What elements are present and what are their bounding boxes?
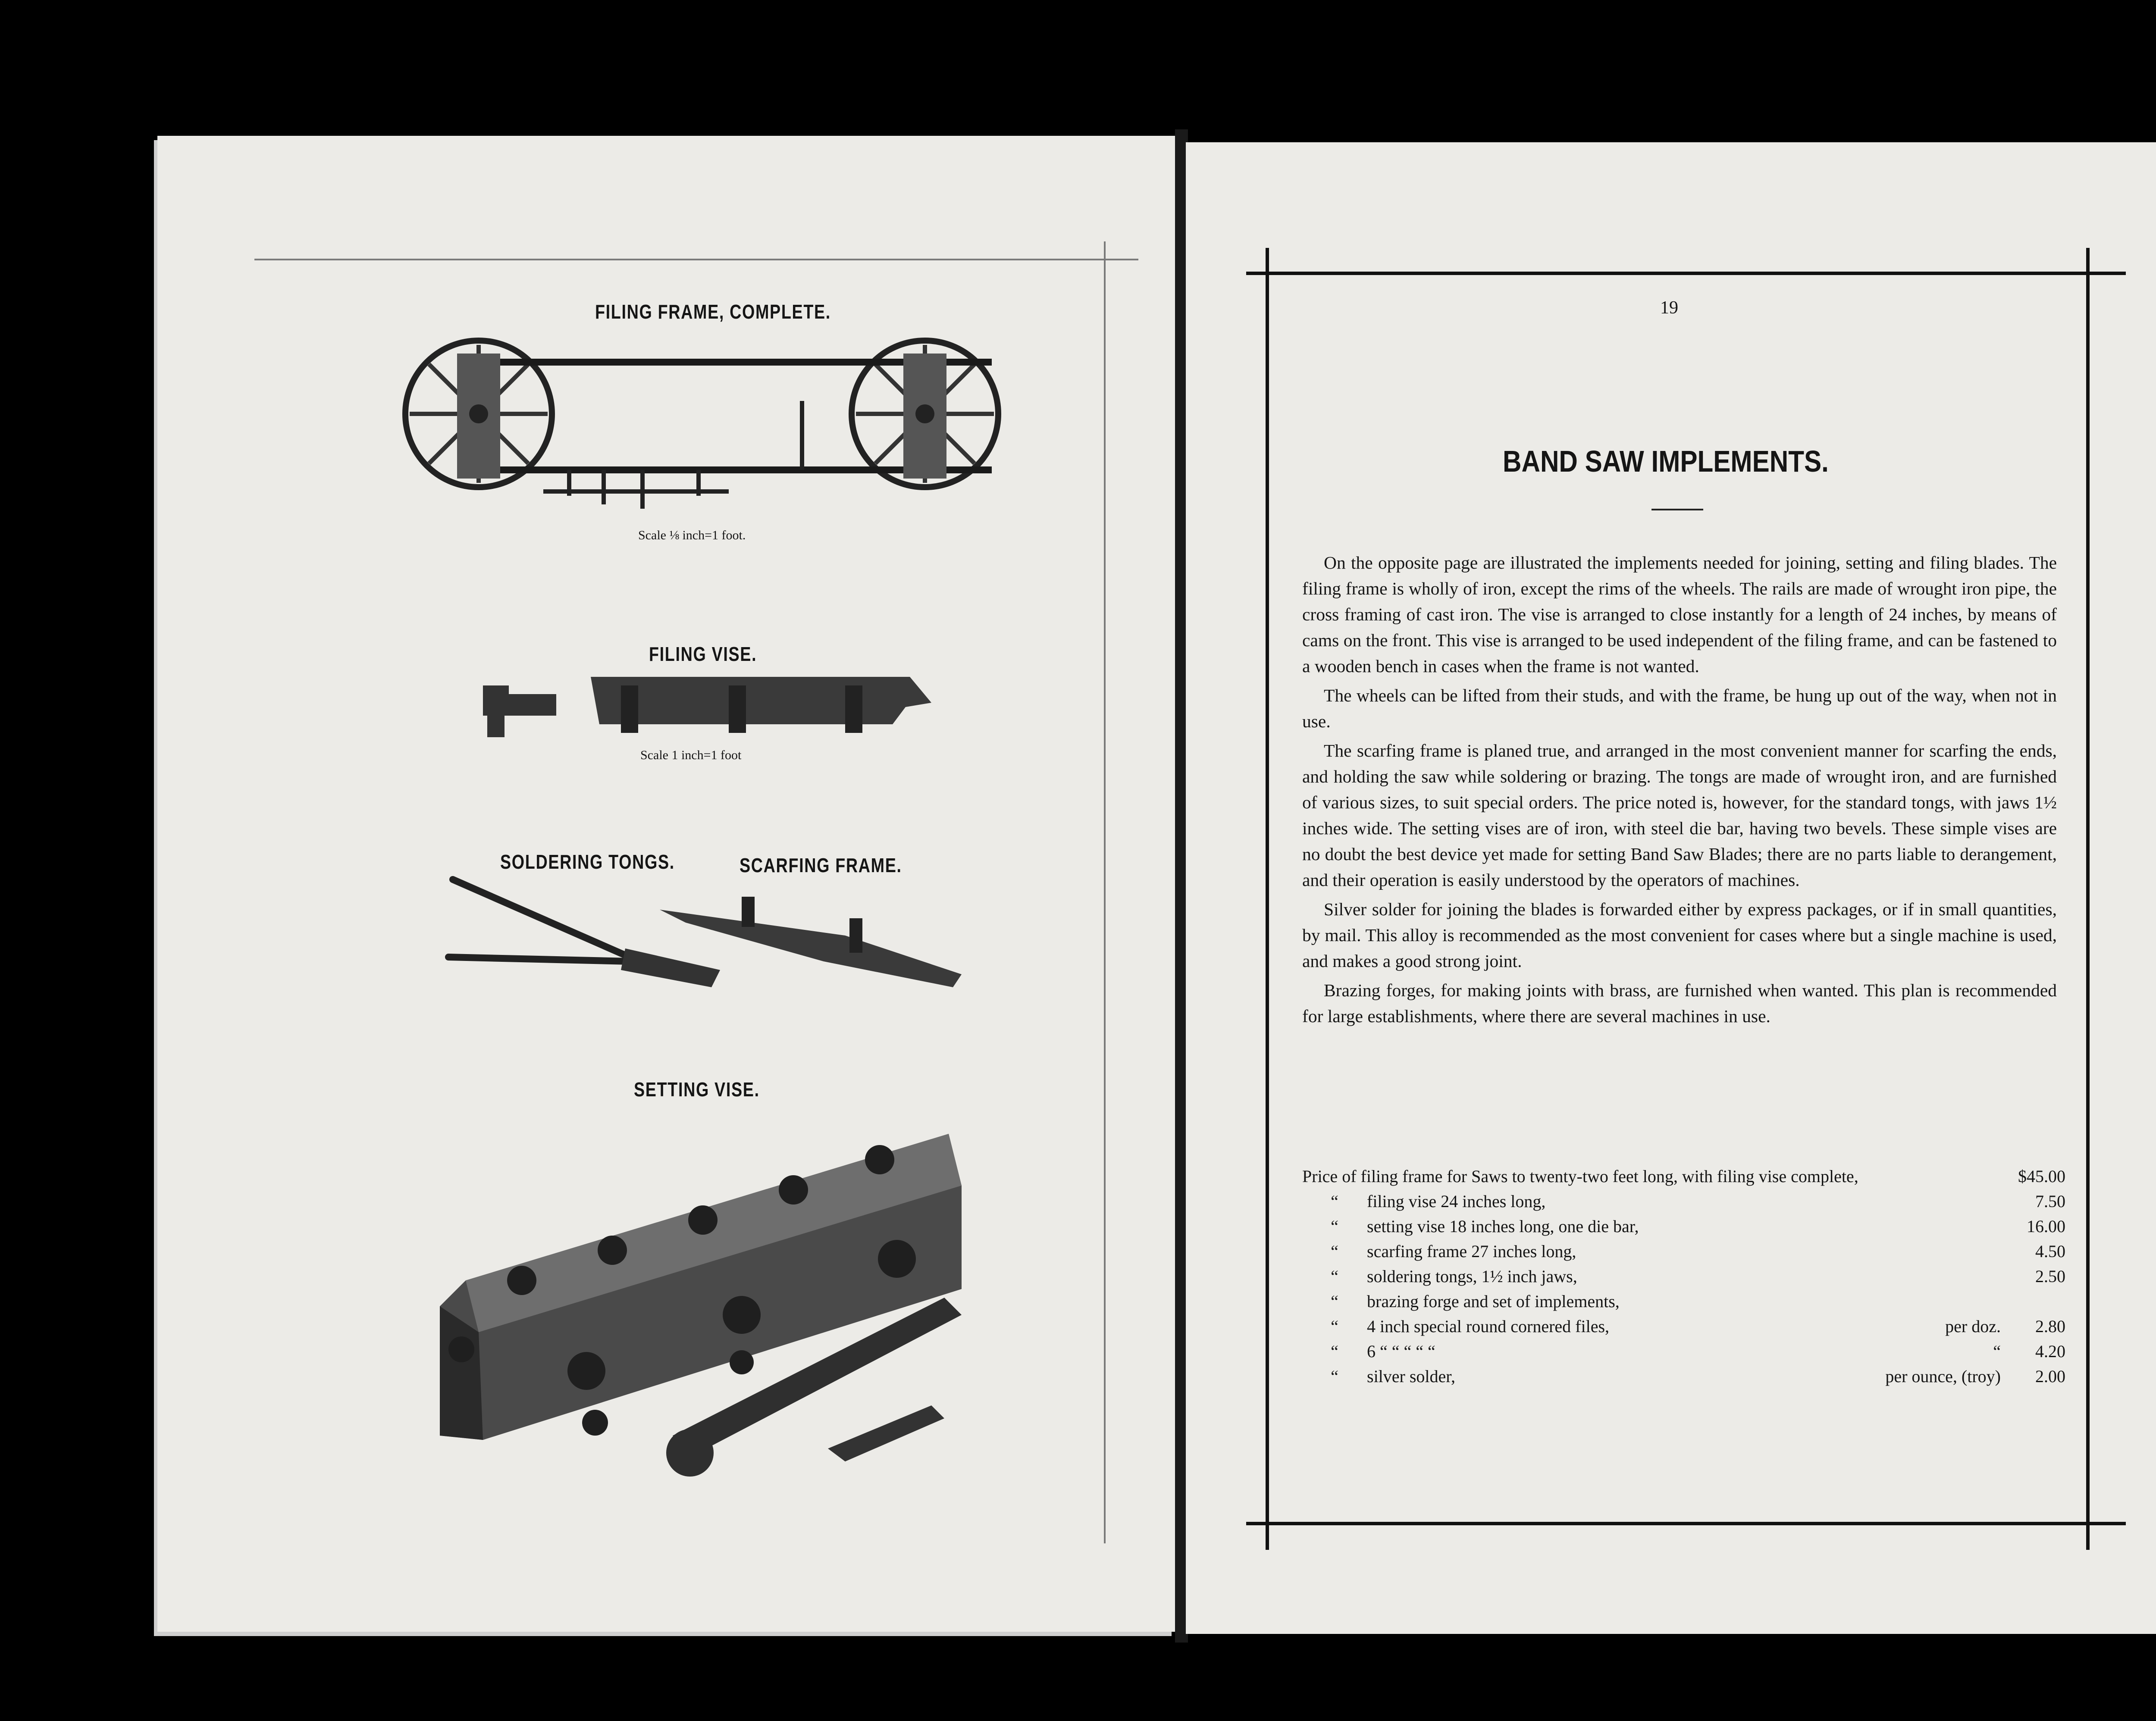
price-desc: 6 “ “ “ “ “ (1367, 1342, 1435, 1361)
ditto-mark: “ (1331, 1192, 1338, 1211)
paragraph: On the opposite page are illustrated the implements needed for joining, setting and filing blades. The filing frame is wholly of iron, except the rims of the wheels. The rails are made of wrought iron pipe, the cross framing of cast iron. The vise is arranged to close instantly for a length of 24 inches, by means of cams on the front. This vise is arranged to be used independent of the filing frame, and can be fastened to a wooden bench in cases when the frame is not wanted. (1302, 553, 2057, 676)
price-unit (1812, 1214, 2001, 1239)
price-desc: scarfing frame 27 inches long, (1367, 1242, 1576, 1261)
price-value: 16.00 (2027, 1217, 2065, 1236)
body-text (1302, 550, 2057, 1033)
ditto-mark: “ (1331, 1317, 1338, 1336)
price-value: $45.00 (2018, 1167, 2065, 1186)
price-desc: soldering tongs, 1½ inch jaws, (1367, 1267, 1577, 1286)
price-list (1302, 1164, 2065, 1389)
price-row (1302, 1264, 2065, 1289)
price-value: 4.50 (2035, 1242, 2065, 1261)
paragraph: The scarfing frame is planed true, and arranged in the most convenient manner for scarfing the ends, and holding the saw while soldering or brazing. The tongs are made of wrought iron, and are furnished of various sizes, to suit special orders. The price noted is, however, for the standard tongs, with jaws 1½ inches wide. The setting vises are of iron, with steel die bar, having two bevels. These simple vises are no doubt the best device yet made for setting Band Saw Blades; there are no parts liable to derangement, and their operation is easily understood by the operators of machines. (1302, 741, 2057, 890)
price-unit: per ounce, (troy) (1885, 1367, 2001, 1386)
price-row (1302, 1339, 2065, 1364)
ditto-mark: “ (1331, 1367, 1338, 1386)
caption-soldering-tongs: SOLDERING TONGS. (500, 851, 675, 873)
price-row (1302, 1364, 2065, 1389)
price-value: 2.80 (2035, 1317, 2065, 1336)
price-row (1302, 1314, 2065, 1339)
price-unit: “ (1993, 1342, 2001, 1361)
caption-filing-frame: FILING FRAME, COMPLETE. (595, 300, 831, 323)
price-first-line: Price of filing frame for Saws to twenty-two feet long, with filing vise complete, (1302, 1167, 1858, 1186)
price-desc: filing vise 24 inches long, (1367, 1192, 1546, 1211)
left-frame-top (254, 259, 1138, 260)
ditto-mark: “ (1331, 1292, 1338, 1311)
ditto-mark: “ (1331, 1242, 1338, 1261)
price-row (1302, 1239, 2065, 1264)
price-row (1302, 1214, 2065, 1239)
scale-filing-frame: Scale ⅛ inch=1 foot. (638, 528, 746, 542)
caption-filing-vise: FILING VISE. (649, 643, 757, 665)
caption-setting-vise: SETTING VISE. (634, 1078, 760, 1101)
ditto-mark: “ (1331, 1267, 1338, 1286)
filing-vise-illustration (474, 668, 940, 746)
caption-scarfing-frame: SCARFING FRAME. (740, 854, 902, 876)
price-value: 2.00 (2035, 1367, 2065, 1386)
price-desc: brazing forge and set of implements, (1367, 1292, 1620, 1311)
border-right (2086, 248, 2090, 1550)
price-unit (1812, 1189, 2001, 1214)
price-unit (1812, 1239, 2001, 1264)
price-row (1302, 1164, 2065, 1189)
border-bottom (1246, 1522, 2126, 1525)
page-heading: BAND SAW IMPLEMENTS. (1503, 444, 1829, 478)
left-frame-right (1104, 241, 1106, 1543)
price-value: 2.50 (2035, 1267, 2065, 1286)
price-value: 4.20 (2035, 1342, 2065, 1361)
setting-vise-illustration (431, 1108, 975, 1466)
scale-filing-vise: Scale 1 inch=1 foot (640, 748, 742, 762)
border-left (1266, 248, 1269, 1550)
paragraph: Brazing forges, for making joints with brass, are furnished when wanted. This plan is recommended for large establishments, where there are several machines in use. (1302, 980, 2057, 1026)
price-unit: per doz. (1945, 1317, 2001, 1336)
paragraph: Silver solder for joining the blades is forwarded either by express packages, or if in small quantities, by mail. This alloy is recommended as the most convenient for cases where but a single machine is used, and makes a good strong joint. (1302, 899, 2057, 971)
price-desc: silver solder, (1367, 1367, 1456, 1386)
price-value (2001, 1289, 2065, 1314)
paragraph: The wheels can be lifted from their studs, and with the frame, be hung up out of the way, when not in use. (1302, 685, 2057, 731)
filing-frame-illustration (401, 336, 1005, 509)
ditto-mark: “ (1331, 1217, 1338, 1236)
price-unit (1812, 1264, 2001, 1289)
price-row (1302, 1289, 2065, 1314)
price-desc: 4 inch special round cornered files, (1367, 1317, 1610, 1336)
tongs-and-scarfing-frame-illustration (444, 871, 970, 1004)
price-desc: setting vise 18 inches long, one die bar, (1367, 1217, 1639, 1236)
page-number: 19 (1660, 298, 1678, 318)
ditto-mark: “ (1331, 1342, 1338, 1361)
price-value: 7.50 (2035, 1192, 2065, 1211)
heading-rule (1651, 509, 1703, 510)
border-top (1246, 272, 2126, 275)
price-row (1302, 1189, 2065, 1214)
price-unit (1812, 1289, 2001, 1314)
